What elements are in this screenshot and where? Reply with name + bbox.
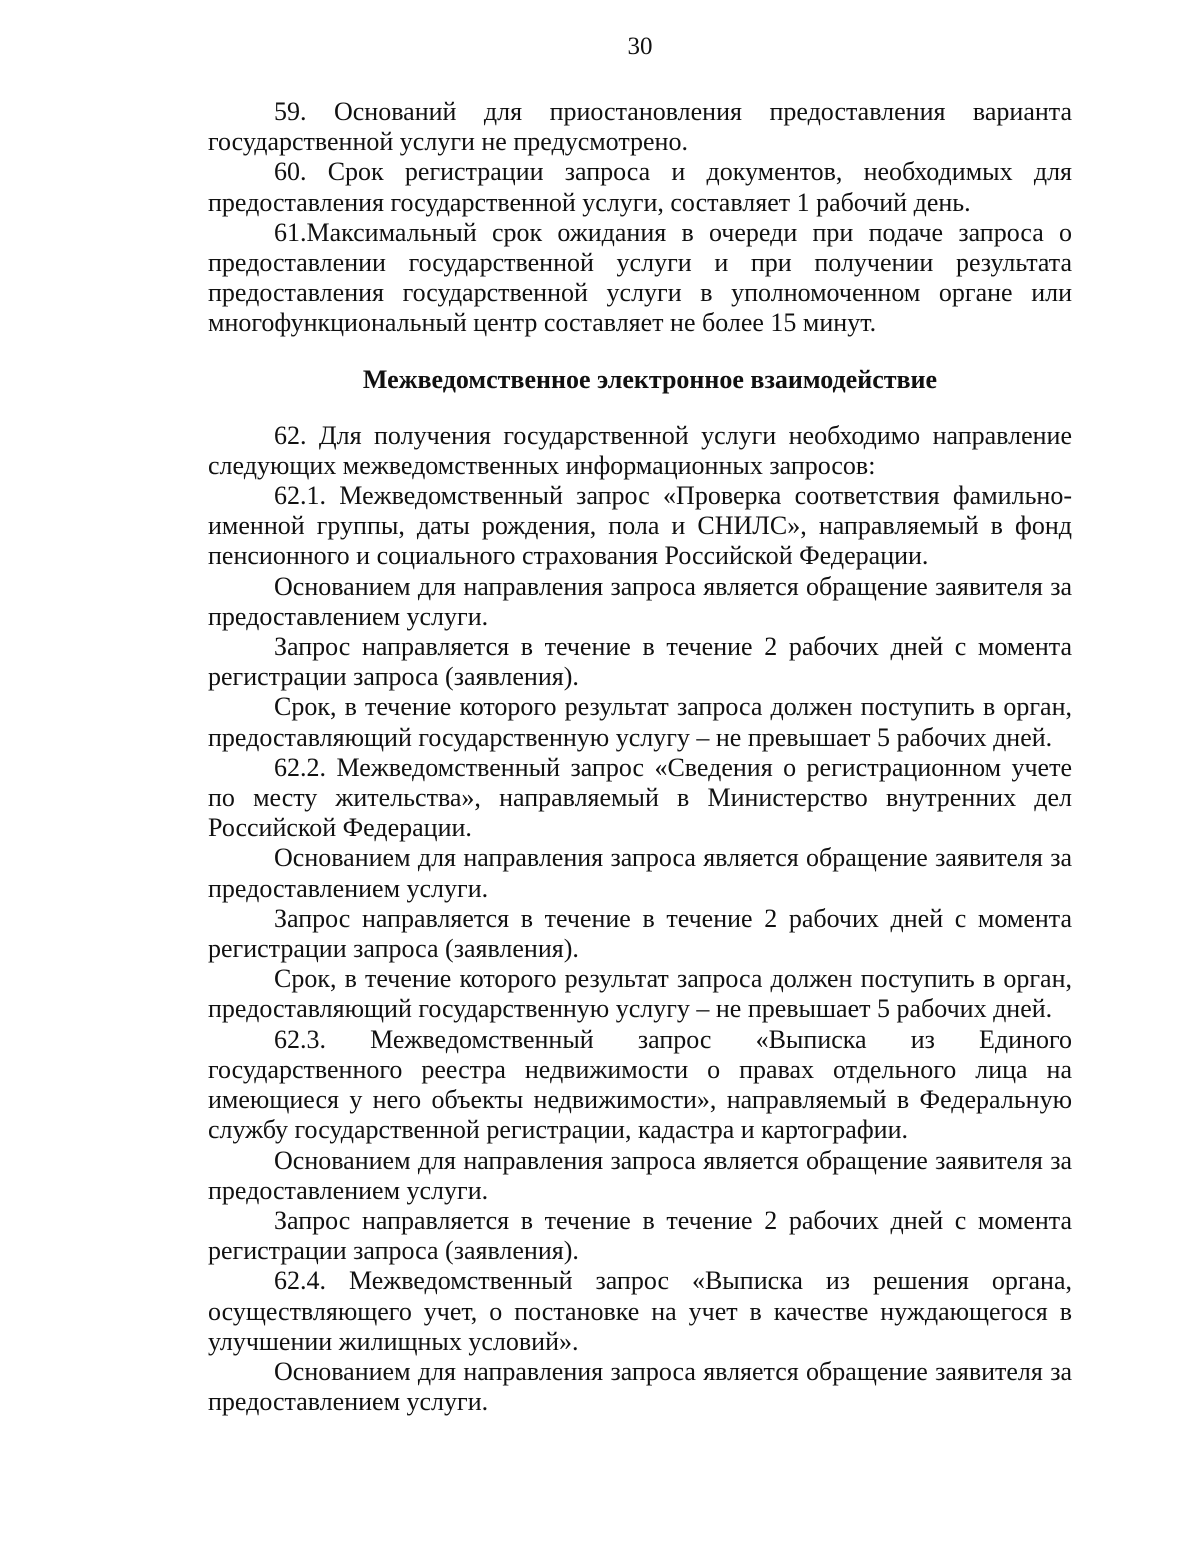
paragraph-62-1-deadline: Срок, в течение которого результат запроса должен поступить в орган, предоставляющий государственную услугу – не превышает 5 рабочих дней. (208, 692, 1072, 752)
paragraph-62: 62. Для получения государственной услуги необходимо направление следующих межведомственных информационных запросов: (208, 420, 1072, 480)
paragraph-62-3-basis: Основанием для направления запроса является обращение заявителя за предоставлением услуги. (208, 1145, 1072, 1205)
paragraph-59: 59. Оснований для приостановления предоставления варианта государственной услуги не предусмотрено. (208, 97, 1072, 157)
paragraph-62-4-basis: Основанием для направления запроса является обращение заявителя за предоставлением услуги. (208, 1356, 1072, 1417)
paragraph-60: 60. Срок регистрации запроса и документов, необходимых для предоставления государственной услуги, составляет 1 рабочий день. (208, 157, 1072, 217)
paragraph-62-2-basis: Основанием для направления запроса является обращение заявителя за предоставлением услуги. (208, 843, 1072, 903)
paragraph-62-1-timing: Запрос направляется в течение в течение 2 рабочих дней с момента регистрации запроса (заявления). (208, 632, 1072, 692)
section-heading: Межведомственное электронное взаимодействие (362, 364, 938, 394)
paragraph-62-2-deadline: Срок, в течение которого результат запроса должен поступить в орган, предоставляющий государственную услугу – не превышает 5 рабочих дней. (208, 964, 1072, 1024)
document-body (208, 97, 1072, 1417)
paragraph-62-1: 62.1. Межведомственный запрос «Проверка соответствия фамильно-именной группы, даты рождения, пола и СНИЛС», направляемый в фонд пенсионного и социального страхования Российской Федерации. (208, 481, 1072, 571)
paragraph-62-4: 62.4. Межведомственный запрос «Выписка из решения органа, осуществляющего учет, о постановке на учет в качестве нуждающегося в улучшении жилищных условий». (208, 1266, 1072, 1356)
paragraph-62-3: 62.3. Межведомственный запрос «Выписка из Единого государственного реестра недвижимости о правах отдельного лица на имеющиеся у него объекты недвижимости», направляемый в Федеральную службу государственной регистрации, кадастра и картографии. (208, 1024, 1072, 1145)
paragraph-61: 61.Максимальный срок ожидания в очереди при подаче запроса о предоставлении государственной услуги и при получении результата предоставления государственной услуги в уполномоченном органе или многофункциональный центр составляет не более 15 минут. (208, 217, 1072, 338)
paragraph-62-1-basis: Основанием для направления запроса является обращение заявителя за предоставлением услуги. (208, 571, 1072, 631)
page-number: 30 (627, 33, 653, 60)
paragraph-62-3-timing: Запрос направляется в течение в течение 2 рабочих дней с момента регистрации запроса (заявления). (208, 1205, 1072, 1266)
paragraph-62-2-timing: Запрос направляется в течение в течение 2 рабочих дней с момента регистрации запроса (заявления). (208, 903, 1072, 964)
paragraph-62-2: 62.2. Межведомственный запрос «Сведения о регистрационном учете по месту жительства», направляемый в Министерство внутренних дел Российской Федерации. (208, 752, 1072, 843)
